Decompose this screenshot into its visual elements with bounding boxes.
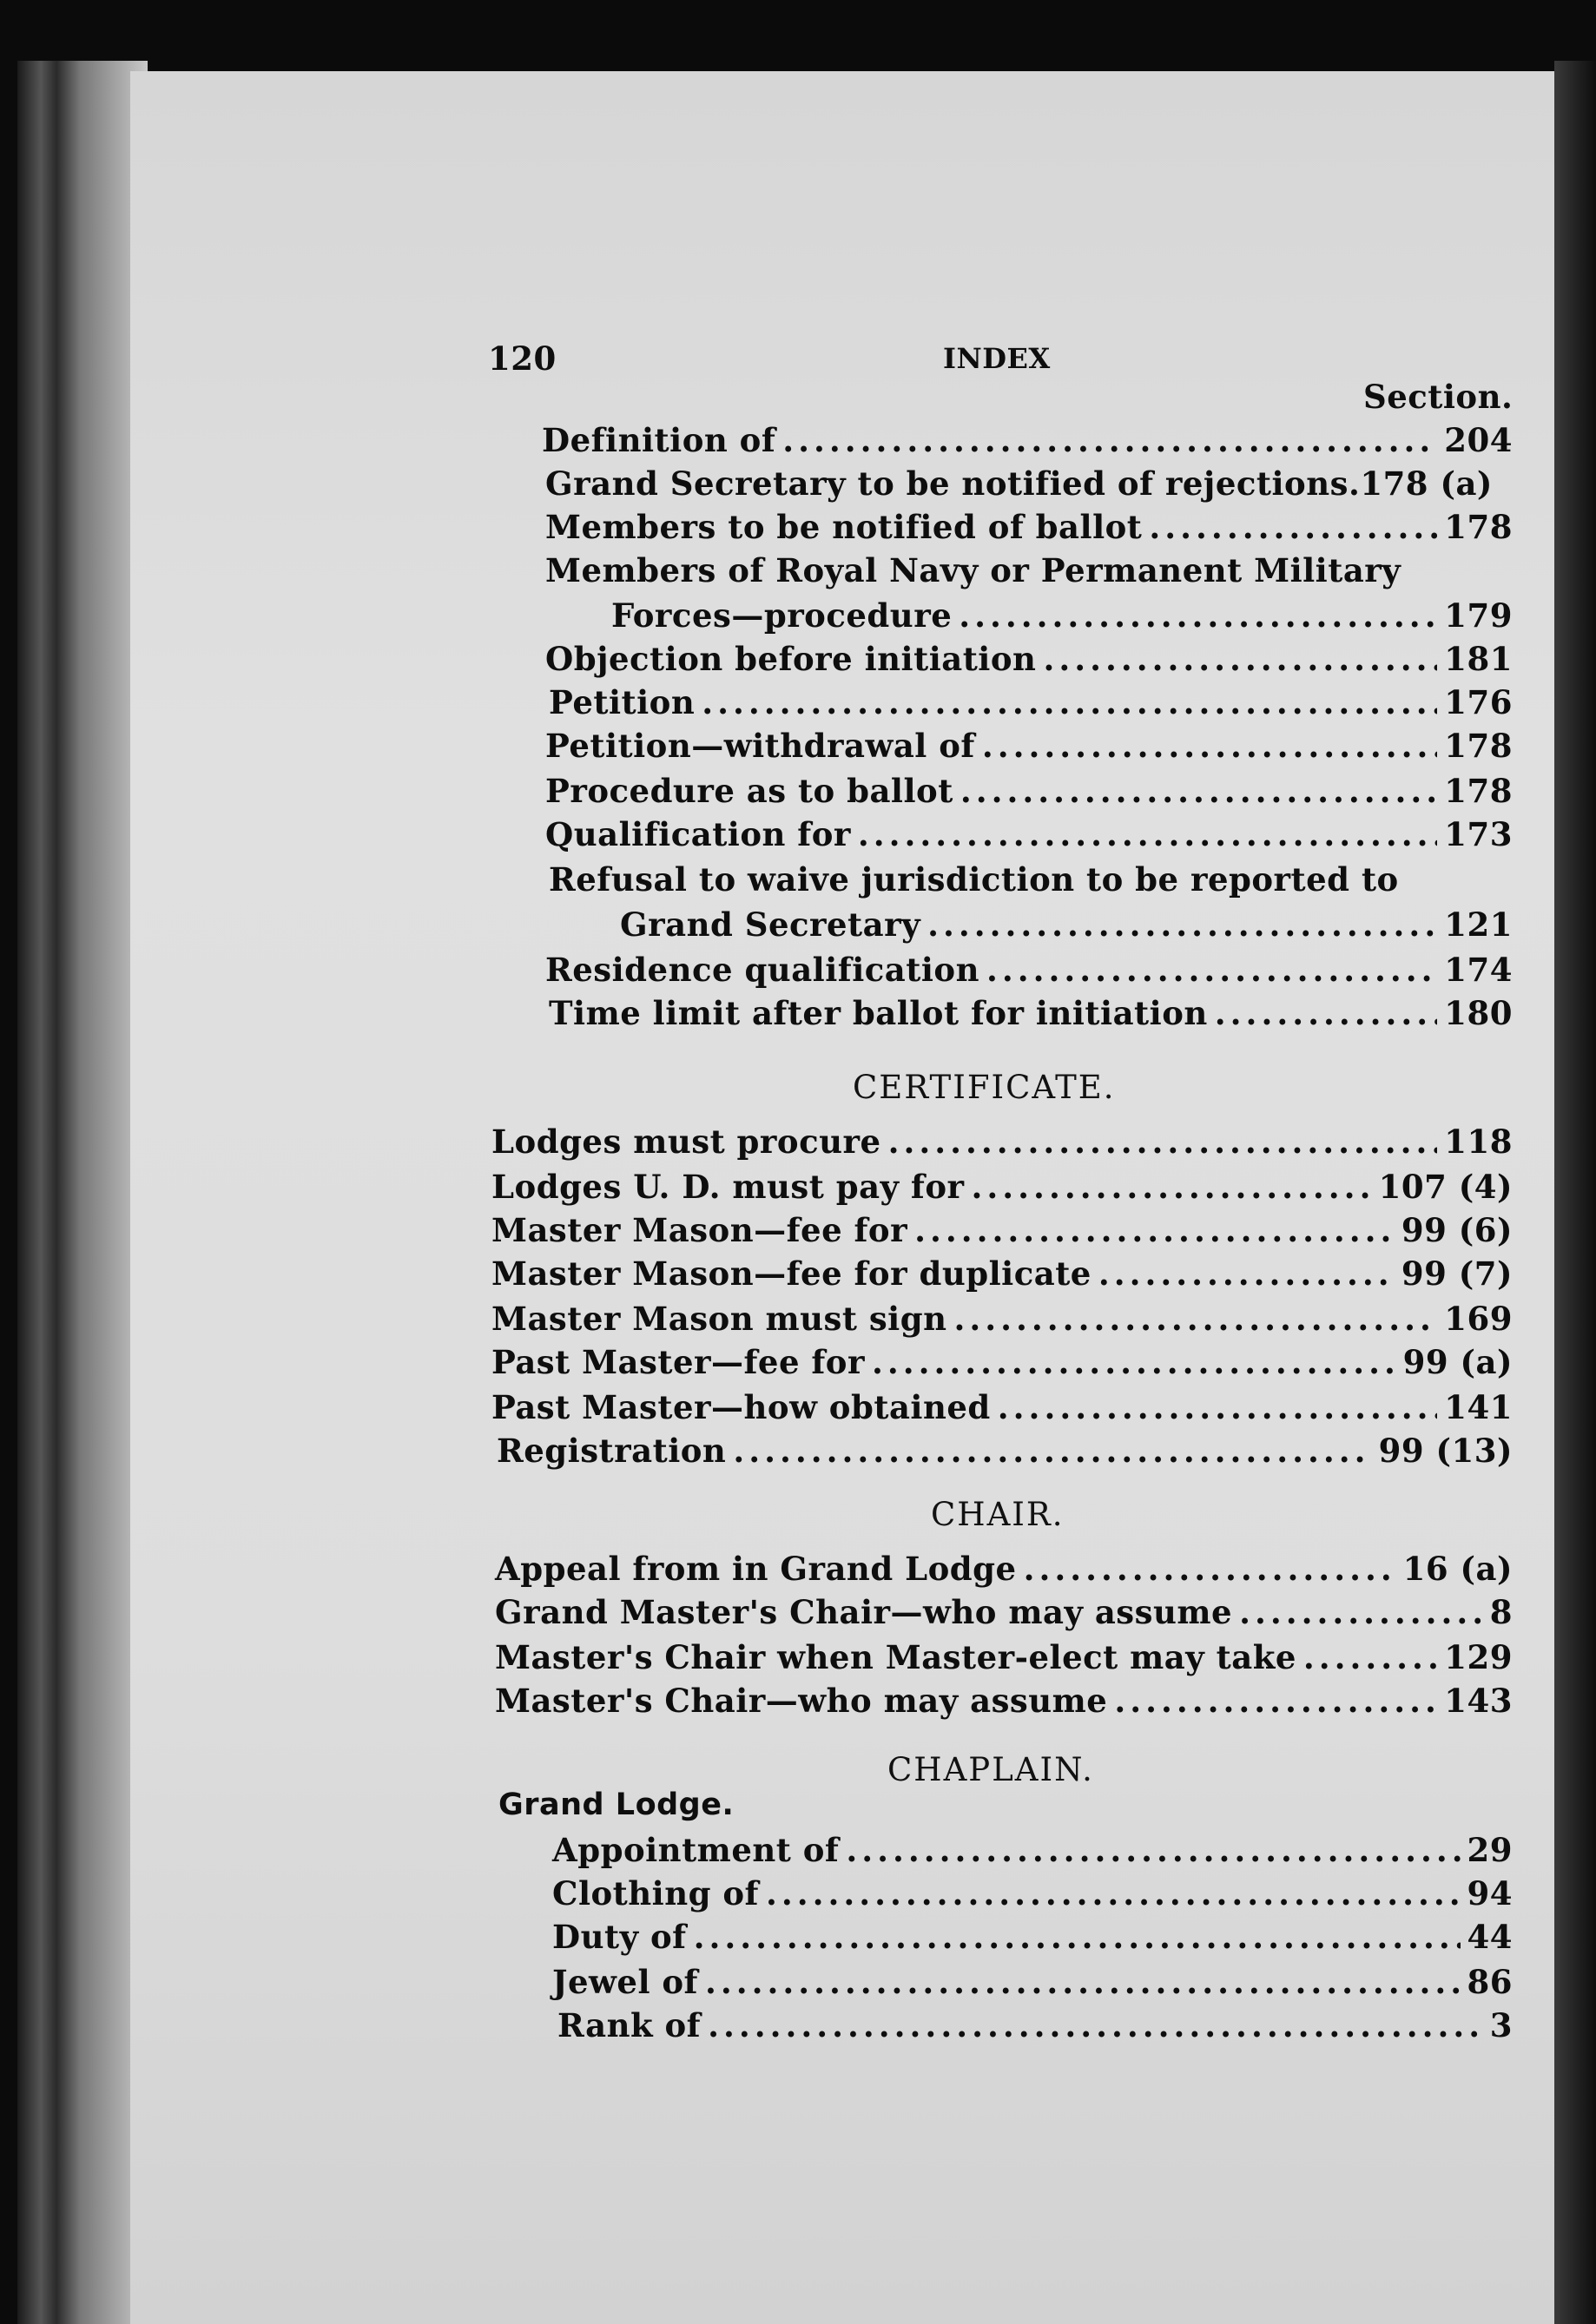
entry-ref: 141 (1444, 1388, 1513, 1426)
index-entry (491, 1340, 1513, 1384)
index-entry (495, 1636, 1513, 1679)
entry-label: Qualification for (545, 815, 851, 853)
entry-label: Master's Chair—who may assume (495, 1682, 1108, 1720)
leader-dots (972, 1165, 1372, 1208)
entry-ref: 178 (1444, 727, 1513, 765)
entry-label: Appointment of (552, 1831, 840, 1869)
leader-dots (914, 1208, 1395, 1252)
entry-ref: 16 (a) (1402, 1550, 1513, 1588)
entry-label: Petition (549, 683, 696, 721)
entry-label: Appeal from in Grand Lodge (495, 1550, 1017, 1588)
index-entry (552, 1872, 1513, 1915)
index-entry (491, 1386, 1513, 1429)
section-heading-chaplain: CHAPLAIN. (887, 1751, 1094, 1788)
running-title: INDEX (943, 342, 1051, 375)
index-entry: Grand Secretary to be notified of rejections.178 (a) (545, 464, 1493, 503)
index-entry (549, 681, 1513, 724)
entry-ref: 99 (7) (1401, 1254, 1513, 1293)
entry-label: Duty of (552, 1918, 687, 1956)
leader-dots (872, 1340, 1396, 1384)
entry-ref: 143 (1444, 1682, 1513, 1720)
entry-label: Jewel of (552, 1963, 698, 2001)
index-entry (495, 1547, 1513, 1590)
leader-dots (858, 813, 1437, 856)
leader-dots (998, 1386, 1437, 1429)
index-entry (495, 1590, 1513, 1634)
entry-ref: 3 (1489, 2006, 1513, 2044)
entry-ref: 204 (1444, 421, 1513, 459)
leader-dots (1098, 1252, 1395, 1295)
entry-ref: 29 (1467, 1831, 1513, 1869)
index-entry (545, 637, 1513, 681)
entry-label: Clothing of (552, 1874, 759, 1913)
index-entry (545, 948, 1513, 991)
index-entry (611, 594, 1513, 637)
index-entry (557, 2004, 1513, 2047)
leader-dots (1149, 505, 1437, 549)
entry-label: Past Master—fee for (491, 1343, 865, 1381)
entry-label: Forces—procedure (611, 596, 953, 635)
leader-dots (927, 903, 1437, 946)
entry-label: Past Master—how obtained (491, 1388, 991, 1426)
index-entry: Members of Royal Navy or Permanent Military (545, 551, 1401, 589)
leader-dots (705, 1960, 1461, 2004)
leader-dots (846, 1828, 1460, 1872)
entry-label: Master Mason—fee for duplicate (491, 1254, 1091, 1293)
section-heading-certificate: CERTIFICATE. (853, 1069, 1116, 1106)
index-entry (491, 1252, 1513, 1295)
entry-ref: 99 (6) (1401, 1211, 1513, 1249)
entry-ref: 44 (1467, 1918, 1513, 1956)
leader-dots (959, 594, 1437, 637)
index-entry (545, 813, 1513, 856)
leader-dots (1215, 991, 1437, 1035)
index-entry (495, 1679, 1513, 1722)
entry-label: Definition of (542, 421, 776, 459)
index-entry (552, 1915, 1513, 1959)
entry-ref: 181 (1444, 640, 1513, 678)
entry-ref: 86 (1467, 1963, 1513, 2001)
entry-label: Master Mason must sign (491, 1300, 947, 1338)
entry-label: Grand Secretary (620, 905, 921, 944)
index-entry (552, 1828, 1513, 1872)
entry-ref: 178 (1444, 772, 1513, 810)
index-entry (491, 1297, 1513, 1340)
leader-dots (708, 2004, 1483, 2047)
entry-ref: 8 (1489, 1593, 1513, 1631)
entry-ref: 99 (13) (1378, 1432, 1513, 1470)
entry-label: Time limit after ballot for initiation (549, 994, 1208, 1032)
index-entry (497, 1429, 1513, 1472)
leader-dots (782, 418, 1437, 462)
entry-ref: 121 (1444, 905, 1513, 944)
entry-label: Grand Master's Chair—who may assume (495, 1593, 1233, 1631)
entry-label: Residence qualification (545, 951, 979, 989)
index-entry (491, 1208, 1513, 1252)
index-entry (491, 1120, 1513, 1163)
index-entry (491, 1165, 1513, 1208)
entry-label: Objection before initiation (545, 640, 1037, 678)
entry-label: Petition—withdrawal of (545, 727, 975, 765)
entry-ref: 176 (1444, 683, 1513, 721)
leader-dots (986, 948, 1437, 991)
index-entry (545, 724, 1513, 767)
entry-label: Procedure as to ballot (545, 772, 953, 810)
entry-label: Registration (497, 1432, 727, 1470)
leader-dots (1043, 637, 1437, 681)
leader-dots (982, 724, 1437, 767)
entry-ref: 174 (1444, 951, 1513, 989)
entry-label: Lodges must procure (491, 1122, 881, 1161)
leader-dots (888, 1120, 1438, 1163)
entry-label: Master's Chair when Master-elect may take (495, 1638, 1296, 1676)
entry-label: Master Mason—fee for (491, 1211, 908, 1249)
leader-dots (1024, 1547, 1396, 1590)
leader-dots (702, 681, 1437, 724)
index-entry (542, 418, 1513, 462)
leader-dots (954, 1297, 1438, 1340)
leader-dots (960, 769, 1437, 813)
leader-dots (1114, 1679, 1437, 1722)
entry-ref: 107 (4) (1378, 1168, 1513, 1206)
entry-label: Members to be notified of ballot (545, 508, 1143, 546)
entry-ref: 169 (1444, 1300, 1513, 1338)
index-entry (545, 505, 1513, 549)
index-entry (552, 1960, 1513, 2004)
index-entry (549, 991, 1513, 1035)
entry-ref: 129 (1444, 1638, 1513, 1676)
leader-dots (1303, 1636, 1437, 1679)
subheading-grand-lodge: Grand Lodge. (498, 1787, 735, 1822)
leader-dots (733, 1429, 1371, 1472)
entry-ref: 173 (1444, 815, 1513, 853)
entry-ref: 180 (1444, 994, 1513, 1032)
entry-ref: 179 (1444, 596, 1513, 635)
index-entry: Refusal to waive jurisdiction to be reported to (549, 860, 1399, 899)
leader-dots (1239, 1590, 1483, 1634)
leader-dots (766, 1872, 1461, 1915)
index-entry (620, 903, 1513, 946)
leader-dots (694, 1915, 1461, 1959)
entry-label: Lodges U. D. must pay for (491, 1168, 965, 1206)
entry-ref: 94 (1467, 1874, 1513, 1913)
entry-ref: 118 (1444, 1122, 1513, 1161)
entry-ref: 99 (a) (1402, 1343, 1513, 1381)
entry-ref: 178 (1444, 508, 1513, 546)
page-number: 120 (488, 339, 557, 378)
index-entry (545, 769, 1513, 813)
section-column-label: Section. (1363, 378, 1514, 416)
entry-label: Rank of (557, 2006, 702, 2044)
section-heading-chair: CHAIR. (931, 1496, 1065, 1533)
